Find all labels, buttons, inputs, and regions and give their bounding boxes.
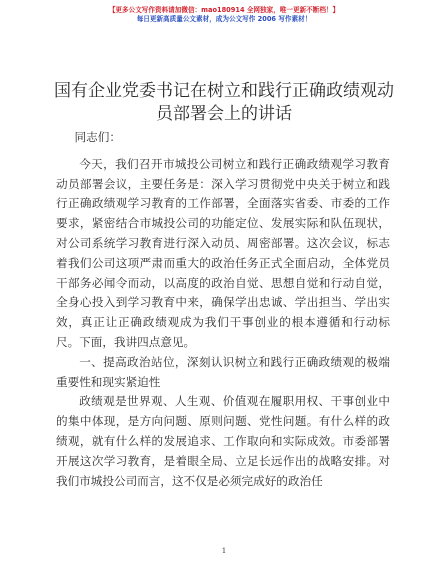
promo-banner [0,6,448,24]
document-body [56,128,390,491]
salutation: 同志们： [74,130,121,144]
promo-banner-line-2: 每日更新高质量公文素材，成为公文写作 2006 写作素材！ [136,15,312,23]
promo-banner-line-1: 【更多公文写作资料请加微信：mao180914 全网独家，唯一更新不断档！】 [108,6,340,14]
document-title: 国有企业党委书记在树立和践行正确政绩观动员部署会上的讲话 [54,81,394,124]
page-number: 1 [221,546,227,555]
section-heading-1: 一、提高政治站位，深刻认识树立和践行正确政绩观的极端重要性和现实紧迫性 [56,354,390,389]
paragraph-section-1: 政绩观是世界观、人生观、价值观在履职用权、干事创业中的集中体现，是方向问题、原则问题、党性问题。有什么样的政绩观，就有什么样的发展追求、工作取向和实际成效。市委部署开展这次学习教育，是着眼全局、立足长远作出的战略安排。对我们市城投公司而言，这不仅是必须完成好的政治任 [56,394,390,488]
paragraph-intro: 今天，我们召开市城投公司树立和践行正确政绩观学习教育动员部署会议，主要任务是：深入学习贯彻党中央关于树立和践行正确政绩观学习教育的工作部署，全面落实省委、市委的工作要求，紧密结合市城投公司的功能定位、发展实际和队伍现状，对公司系统学习教育进行深入动员、周密部署。这次会议，标志着我们公司这项严肃而重大的政治任务正式全面启动，全体党员干部务必闻令而动，以高度的政治自觉、思想自觉和行动自觉，全身心投入到学习教育中来，确保学出忠诚、学出担当、学出实效，真正让正确政绩观成为我们干事创业的根本遵循和行动标尺。下面，我讲四点意见。 [56,156,390,349]
